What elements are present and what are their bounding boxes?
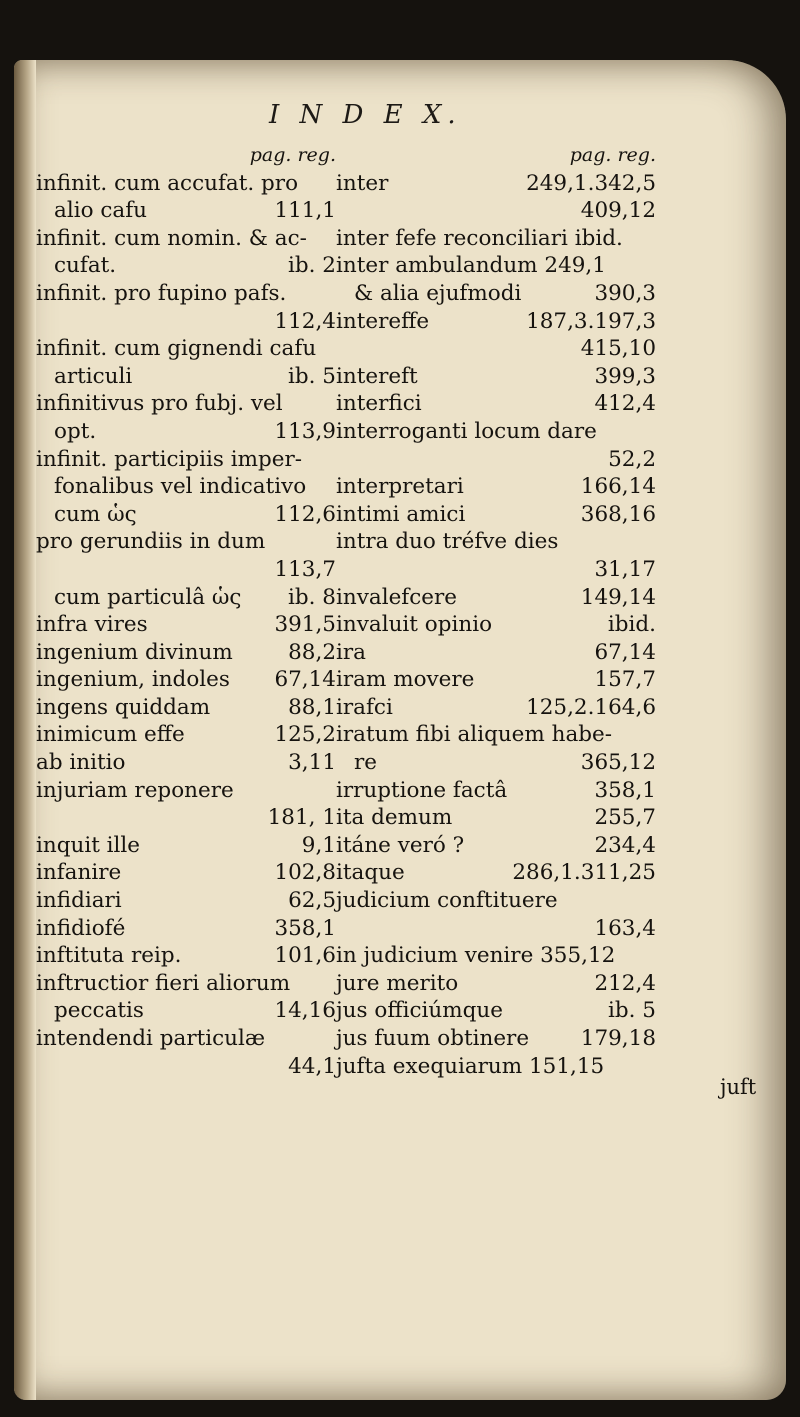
entry-page-ref: 67,14 <box>594 639 656 665</box>
index-entry <box>36 308 336 336</box>
page-header: I N D E X. <box>269 100 462 130</box>
index-entry <box>36 528 336 556</box>
entry-term: invalefcere <box>336 584 458 610</box>
index-entry <box>36 170 336 198</box>
index-entry <box>336 942 656 970</box>
entry-term: ab initio <box>36 750 126 776</box>
index-entry <box>36 915 336 943</box>
index-entry <box>36 501 336 529</box>
index-entry <box>36 694 336 722</box>
index-entry <box>36 942 336 970</box>
entry-term: inftituta reip. <box>36 943 182 969</box>
entry-page-ref: 358,1 <box>274 915 336 941</box>
entry-term: articuli <box>54 363 133 389</box>
entry-page-ref: 365,12 <box>580 750 656 776</box>
entry-page-ref: 249,1.342,5 <box>526 170 656 196</box>
entry-term: alio cafu <box>54 198 148 224</box>
entry-page-ref: 111,1 <box>274 198 336 224</box>
entry-page-ref: 390,3 <box>594 280 656 306</box>
index-entry <box>36 363 336 391</box>
index-entry <box>336 832 656 860</box>
index-entry <box>36 832 336 860</box>
entry-page-ref: 113,7 <box>274 556 336 582</box>
entry-page-ref: 125,2 <box>274 722 336 748</box>
entry-page-ref: 88,2 <box>288 639 336 665</box>
index-entry <box>336 970 656 998</box>
book-page <box>14 60 786 1400</box>
entry-page-ref: 44,1 <box>288 1053 336 1079</box>
entry-term: cufat. <box>54 253 117 279</box>
entry-page-ref: 163,4 <box>594 915 656 941</box>
index-entry <box>336 528 656 556</box>
index-entry <box>36 639 336 667</box>
entry-page-ref: 112,4 <box>274 308 336 334</box>
entry-page-ref: ib. 2 <box>288 253 336 279</box>
entry-term: infinit. pro fupino pafs. <box>36 280 287 306</box>
entry-page-ref: ib. 5 <box>608 998 656 1024</box>
entry-page-ref: 67,14 <box>274 667 336 693</box>
entry-page-ref: 9,1 <box>301 832 336 858</box>
entry-page-ref: pag. reg. <box>249 144 336 166</box>
entry-term: infidiari <box>36 888 122 914</box>
index-entry <box>336 777 656 805</box>
entry-term: in judicium venire 355,12 <box>336 943 616 969</box>
entry-page-ref: 409,12 <box>580 198 656 224</box>
index-entry <box>336 556 656 584</box>
index-entry <box>336 1053 656 1081</box>
index-entry <box>36 252 336 280</box>
entry-term: ita demum <box>336 805 453 831</box>
entry-term: jure merito <box>336 970 459 996</box>
entry-page-ref: 125,2.164,6 <box>526 694 656 720</box>
index-column-left <box>36 142 336 1080</box>
entry-term: interpretari <box>336 474 464 500</box>
index-entry <box>336 335 656 363</box>
entry-term: infidiofé <box>36 915 126 941</box>
entry-term: infinit. cum nomin. & ac- <box>36 225 307 251</box>
index-entry <box>36 1025 336 1053</box>
entry-page-ref: 415,10 <box>580 336 656 362</box>
index-entry <box>336 721 656 749</box>
entry-term: ingens quiddam <box>36 694 211 720</box>
entry-page-ref: 149,14 <box>580 584 656 610</box>
entry-term: inter ambulandum 249,1 <box>336 253 606 279</box>
index-entry <box>336 1025 656 1053</box>
entry-term: jus fuum obtinere <box>336 1026 530 1051</box>
entry-page-ref: 113,9 <box>274 418 336 444</box>
index-entry <box>336 225 656 253</box>
index-entry <box>336 252 656 280</box>
index-entry <box>336 197 656 225</box>
entry-term: intimi amici <box>336 501 466 527</box>
index-entry <box>336 639 656 667</box>
entry-term: infanire <box>36 860 122 886</box>
entry-page-ref: pag. reg. <box>569 144 656 166</box>
index-entry <box>336 997 656 1025</box>
entry-page-ref: 62,5 <box>288 888 336 914</box>
index-entry <box>36 446 336 474</box>
entry-page-ref: 166,14 <box>580 474 656 500</box>
entry-page-ref: 88,1 <box>288 694 336 720</box>
column-heading <box>36 142 336 170</box>
index-entry <box>336 501 656 529</box>
entry-term: inftructior fieri aliorum <box>36 970 291 996</box>
index-entry <box>36 777 336 805</box>
entry-term: & alia ejufmodi <box>354 280 522 306</box>
index-entry <box>36 970 336 998</box>
entry-term: inter <box>336 170 389 196</box>
index-entry <box>336 749 656 777</box>
index-entry <box>336 611 656 639</box>
entry-page-ref: 112,6 <box>274 501 336 527</box>
entry-term: inimicum effe <box>36 722 185 748</box>
index-entry <box>36 390 336 418</box>
entry-term: itaque <box>336 860 405 886</box>
entry-term: intereft <box>336 363 418 389</box>
index-entry <box>336 887 656 915</box>
entry-term: infinit. cum gignendi cafu <box>36 336 317 362</box>
entry-term: intendendi particulæ <box>36 1026 266 1051</box>
index-entry <box>336 170 656 198</box>
entry-term: interfici <box>336 391 422 417</box>
catchword: juft <box>720 1075 757 1099</box>
entry-term: inquit ille <box>36 832 141 858</box>
index-entry <box>336 390 656 418</box>
index-entry <box>36 584 336 612</box>
entry-term: cum ὡς <box>54 501 137 527</box>
index-entry <box>36 666 336 694</box>
entry-page-ref: ibid. <box>607 612 656 638</box>
entry-page-ref: 391,5 <box>274 612 336 638</box>
index-entry <box>36 997 336 1025</box>
entry-term: ira <box>336 639 366 665</box>
entry-page-ref: ib. 5 <box>288 363 336 389</box>
index-entry <box>336 694 656 722</box>
entry-term: invaluit opinio <box>336 612 493 638</box>
index-entry <box>336 308 656 336</box>
entry-page-ref: 52,2 <box>608 446 656 472</box>
index-entry <box>336 804 656 832</box>
entry-term: intra duo tréfve dies <box>336 529 559 555</box>
index-entry <box>36 887 336 915</box>
entry-term: iram movere <box>336 667 475 693</box>
entry-term: irruptione factâ <box>336 777 508 803</box>
entry-term: fonalibus vel indicativo <box>54 474 307 500</box>
entry-page-ref: 179,18 <box>580 1026 656 1051</box>
index-entry <box>36 197 336 225</box>
entry-page-ref: 31,17 <box>594 556 656 582</box>
entry-page-ref: 3,11 <box>288 750 336 776</box>
entry-term: pro gerundiis in dum <box>36 529 266 555</box>
entry-term: re <box>354 750 378 776</box>
entry-term: itáne veró ? <box>336 832 465 858</box>
entry-page-ref: 101,6 <box>274 943 336 969</box>
entry-term: injuriam reponere <box>36 777 234 803</box>
index-entry <box>36 749 336 777</box>
entry-page-ref: 212,4 <box>594 970 656 996</box>
index-entry <box>36 804 336 832</box>
entry-term: cum particulâ ὡς <box>54 584 242 610</box>
index-entry <box>36 556 336 584</box>
index-column-right <box>336 142 656 1080</box>
entry-page-ref: 157,7 <box>594 667 656 693</box>
entry-term: intereffe <box>336 308 430 334</box>
index-entry <box>36 859 336 887</box>
entry-term: opt. <box>54 418 97 444</box>
entry-page-ref: 358,1 <box>594 777 656 803</box>
entry-page-ref: 187,3.197,3 <box>526 308 656 334</box>
entry-page-ref: 234,4 <box>594 832 656 858</box>
entry-page-ref: 412,4 <box>594 391 656 417</box>
entry-term: judicium conftituere <box>336 888 558 914</box>
index-entry <box>336 584 656 612</box>
entry-page-ref: 14,16 <box>274 998 336 1024</box>
entry-term: irafci <box>336 694 393 720</box>
entry-term: inter fefe reconciliari ibid. <box>336 225 623 251</box>
entry-page-ref: 399,3 <box>594 363 656 389</box>
index-entry <box>36 335 336 363</box>
index-entry <box>336 446 656 474</box>
entry-term: jufta exequiarum 151,15 <box>336 1053 605 1079</box>
index-entry <box>36 1053 336 1081</box>
index-entry <box>36 721 336 749</box>
index-entry <box>36 473 336 501</box>
entry-term: infinit. participiis imper- <box>36 446 303 472</box>
entry-page-ref: 102,8 <box>274 860 336 886</box>
index-entry <box>36 225 336 253</box>
entry-term: peccatis <box>54 998 144 1024</box>
entry-page-ref: 286,1.311,25 <box>512 860 656 886</box>
entry-term: jus officiúmque <box>336 998 503 1024</box>
page-gutter <box>14 60 36 1400</box>
index-entry <box>36 280 336 308</box>
entry-term: ingenium divinum <box>36 639 233 665</box>
entry-term: ingenium, indoles <box>36 667 230 693</box>
index-entry <box>336 363 656 391</box>
index-entry <box>336 280 656 308</box>
index-entry <box>336 915 656 943</box>
entry-page-ref: 255,7 <box>594 805 656 831</box>
column-heading <box>336 142 656 170</box>
index-entry <box>336 418 656 446</box>
entry-page-ref: 181, 1 <box>267 805 336 831</box>
entry-page-ref: ib. 8 <box>288 584 336 610</box>
index-entry <box>336 666 656 694</box>
entry-page-ref: 368,16 <box>580 501 656 527</box>
index-entry <box>36 418 336 446</box>
entry-term: infinit. cum accufat. pro <box>36 170 299 196</box>
entry-term: infra vires <box>36 612 148 638</box>
entry-term: iratum fibi aliquem habe- <box>336 722 613 748</box>
entry-term: interroganti locum dare <box>336 418 597 444</box>
entry-term: infinitivus pro fubj. vel <box>36 391 283 417</box>
index-entry <box>36 611 336 639</box>
index-entry <box>336 859 656 887</box>
index-entry <box>336 473 656 501</box>
